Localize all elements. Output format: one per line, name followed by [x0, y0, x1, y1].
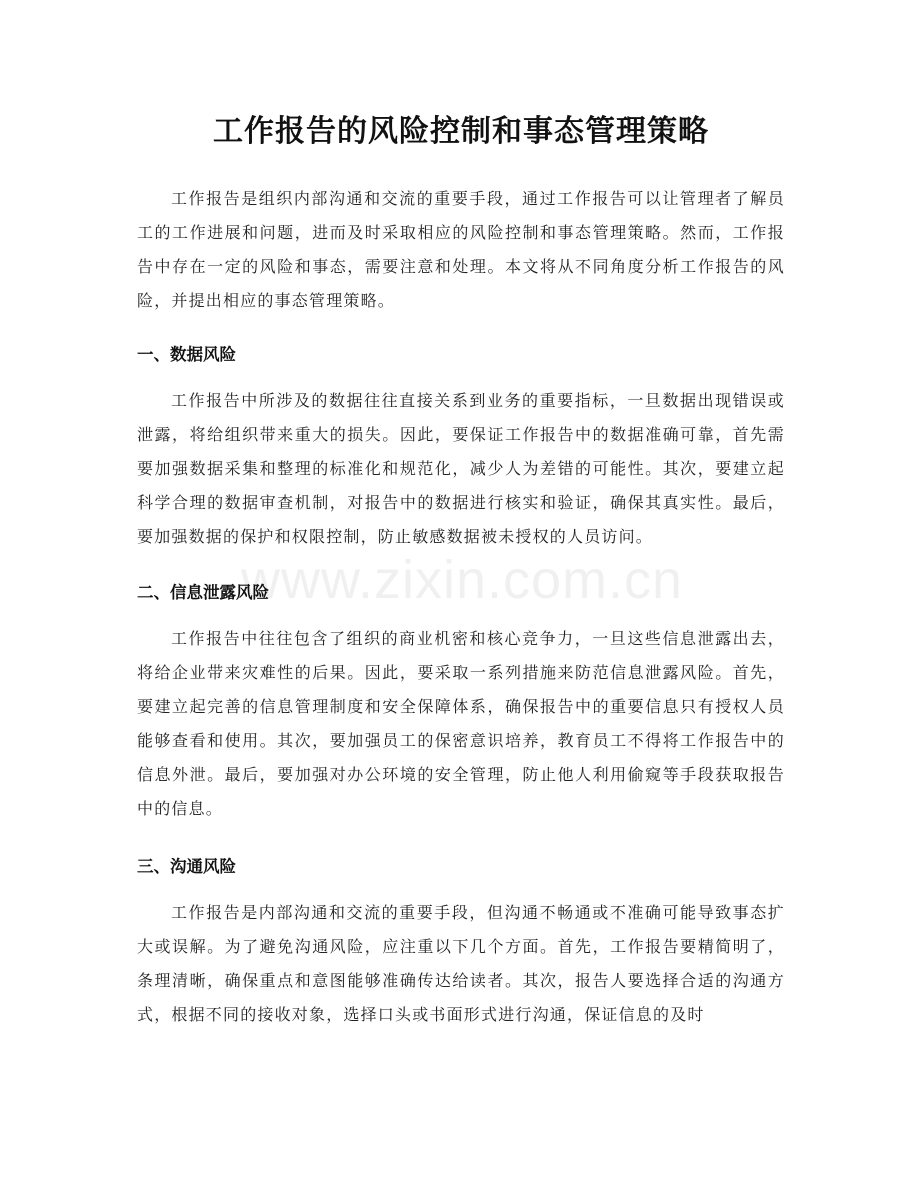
- document-title: 工作报告的风险控制和事态管理策略: [213, 114, 709, 149]
- section-body-data-risk: 工作报告中所涉及的数据往往直接关系到业务的重要指标，一旦数据出现错误或泄露，将给组织带来重大的损失。因此，要保证工作报告中的数据准确可靠，首先需要加强数据采集和整理的标准化和规范化，减少人为差错的可能性。其次，要建立起科学合理的数据审查机制，对报告中的数据进行核实和验证，确保其真实性。最后，要加强数据的保护和权限控制，防止敏感数据被未授权的人员访问。: [137, 391, 785, 546]
- section-heading-communication-risk: 三、沟通风险: [137, 857, 236, 876]
- section-body-communication-risk: 工作报告是内部沟通和交流的重要手段，但沟通不畅通或不准确可能导致事态扩大或误解。为了避免沟通风险，应注重以下几个方面。首先，工作报告要精简明了，条理清晰，确保重点和意图能够准确传达给读者。其次，报告人要选择合适的沟通方式，根据不同的接收对象，选择口头或书面形式进行沟通，保证信息的及时: [137, 903, 785, 1024]
- intro-paragraph: 工作报告是组织内部沟通和交流的重要手段，通过工作报告可以让管理者了解员工的工作进展和问题，进而及时采取相应的风险控制和事态管理策略。然而，工作报告中存在一定的风险和事态，需要注意和处理。本文将从不同角度分析工作报告的风险，并提出相应的事态管理策略。: [137, 189, 785, 310]
- section-heading-info-leak-risk: 二、信息泄露风险: [137, 583, 269, 602]
- section-heading-data-risk: 一、数据风险: [137, 345, 236, 364]
- section-body-info-leak-risk: 工作报告中往往包含了组织的商业机密和核心竞争力，一旦这些信息泄露出去，将给企业带来灾难性的后果。因此，要采取一系列措施来防范信息泄露风险。首先，要建立起完善的信息管理制度和安全保障体系，确保报告中的重要信息只有授权人员能够查看和使用。其次，要加强员工的保密意识培养，教育员工不得将工作报告中的信息外泄。最后，要加强对办公环境的安全管理，防止他人利用偷窥等手段获取报告中的信息。: [137, 629, 785, 818]
- document-page: [137, 108, 785, 1032]
- watermark: www.zixin.com.cn: [240, 550, 684, 610]
